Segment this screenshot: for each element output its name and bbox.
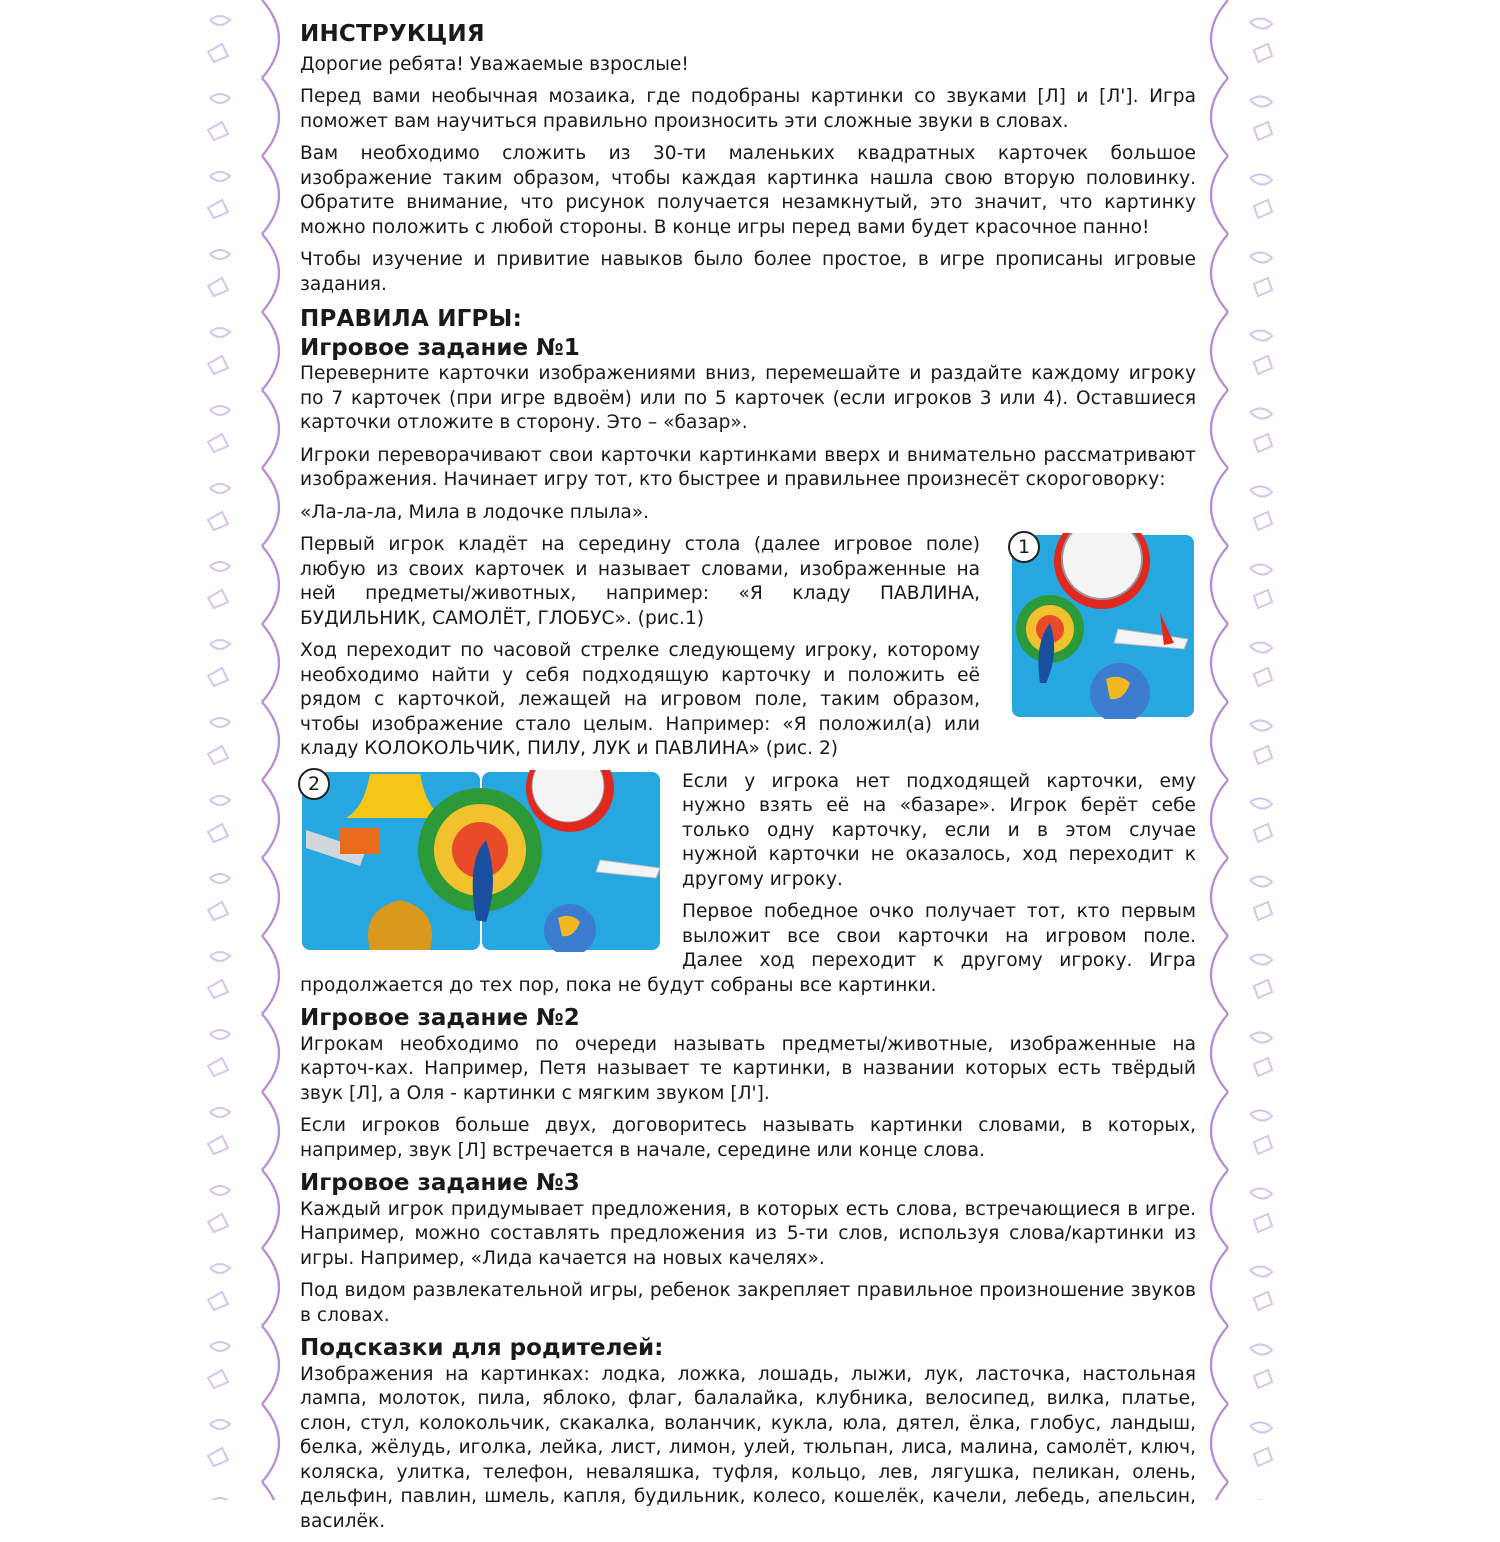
hints-title: Подсказки для родителей: (300, 1335, 664, 1361)
figure-1-card (1010, 533, 1196, 719)
intro-paragraph-1: Перед вами необычная мозаика, где подобраны картинки со звуками [Л] и [Л']. Игра поможет вам научиться правильно произносить эти сложные звуки в словах. (300, 86, 1196, 132)
task2-paragraph-2: Если игроков больше двух, договоритесь называть картинки словами, в которых, например, звук [Л] встречается в начале, середине или конце слова. (300, 1115, 1196, 1161)
figure-2-number: 2 (298, 768, 330, 800)
hints-text: Изображения на картинках: лодка, ложка, лошадь, лыжи, лук, ласточка, настольная лампа, молоток, пила, яблоко, флаг, балалайка, клубника, велосипед, вилка, платье, слон, стул, колокольчик, скакалка, воланчик, кукла, юла, дятел, ёлка, глобус, ландыш, белка, жёлудь, иголка, лейка, лист, лимон, улей, тюльпан, лиса, малина, самолёт, ключ, коляска, улитка, телефон, неваляшка, туфля, кольцо, лев, лягушка, пеликан, олень, дельфин, павлин, шмель, капля, будильник, колесо, кошелёк, качели, лебедь, апельсин, василёк. (300, 1363, 1196, 1532)
decorative-border-left (200, 0, 292, 1500)
task1-paragraph-7: Первое победное очко получает тот, кто первым выложит все свои карточки на игровом поле. Далее ход переходит к другому игроку. Игра продолжается до тех пор, пока не будут собраны все картинки. (300, 901, 1196, 996)
task3-paragraph-1: Каждый игрок придумывает предложения, в которых есть слова, встречающиеся в игре. Например, можно составлять предложения из 5-ти слов, используя слова/картинки из игры. Например, «Лида качается на новых качелях». (300, 1198, 1196, 1269)
task3-title: Игровое задание №3 (300, 1170, 580, 1196)
instruction-content (300, 22, 1196, 1542)
intro-paragraph-2: Вам необходимо сложить из 30-ти маленьких квадратных карточек большое изображение таким образом, чтобы каждая картинка нашла свою вторую половинку. Обратите внимание, что рисунок получается незамкнутый, это значит, что картинку можно положить с любой стороны. В конце игры перед вами будет красочное панно! (300, 143, 1196, 238)
figure-1-number: 1 (1008, 531, 1040, 563)
task3-paragraph-2: Под видом развлекательной игры, ребенок закрепляет правильное произношение звуков в словах. (300, 1280, 1196, 1326)
greeting: Дорогие ребята! Уважаемые взрослые! (300, 53, 689, 75)
page-title: ИНСТРУКЦИЯ (300, 21, 485, 47)
task2-paragraph-1: Игрокам необходимо по очереди называть предметы/животные, изображенные на карточ-ках. Например, Петя называет те картинки, в названии которых есть твёрдый звук [Л], а Оля - картинки с мягким звуком [Л']. (300, 1033, 1196, 1104)
task1-paragraph-1: Переверните карточки изображениями вниз, перемешайте и раздайте каждому игроку по 7 карточек (при игре вдвоём) или по 5 карточек (если игроков 3 или 4). Оставшиеся карточки отложите в сторону. Это – «базар». (300, 363, 1196, 433)
figure-1-illustration (1010, 533, 1196, 719)
task1-paragraph-2: Игроки переворачивают свои карточки картинками вверх и внимательно рассматривают изображения. Начинает игру тот, кто быстрее и правильнее произнесёт скороговорку: (300, 444, 1196, 490)
figure-2-illustration (300, 770, 662, 952)
task1-paragraph-6: Если у игрока нет подходящей карточки, ему нужно взять её на «базаре». Игрок берёт себе только одну карточку, если и в этом случае нужной карточки не оказалось, ход переходит к другому игроку. (682, 770, 1196, 890)
task1-title: Игровое задание №1 (300, 334, 580, 361)
rules-heading: ПРАВИЛА ИГРЫ: (300, 306, 522, 332)
task1-paragraph-4: Первый игрок кладёт на середину стола (далее игровое поле) любую из своих карточек и называет словами, изображенные на ней предметы/животных, например: «Я кладу ПАВЛИНА, БУДИЛЬНИК, САМОЛЁТ, ГЛОБУС». (рис.1) (300, 534, 980, 629)
task1-paragraph-3: «Ла-ла-ла, Мила в лодочке плыла». (300, 501, 650, 523)
task2-title: Игровое задание №2 (300, 1005, 580, 1031)
intro-paragraph-3: Чтобы изучение и привитие навыков было более простое, в игре прописаны игровые задания. (300, 249, 1196, 295)
figure-2-cards (300, 770, 662, 952)
decorative-border-right (1198, 0, 1290, 1500)
task1-paragraph-5: Ход переходит по часовой стрелке следующему игроку, которому необходимо найти у себя подходящую карточку и положить её рядом с карточкой, лежащей на игровом поле, таким образом, чтобы изображение стало целым. Например: «Я положил(а) или кладу КОЛОКОЛЬЧИК, ПИЛУ, ЛУК и ПАВЛИНА» (рис. 2) (300, 640, 980, 759)
